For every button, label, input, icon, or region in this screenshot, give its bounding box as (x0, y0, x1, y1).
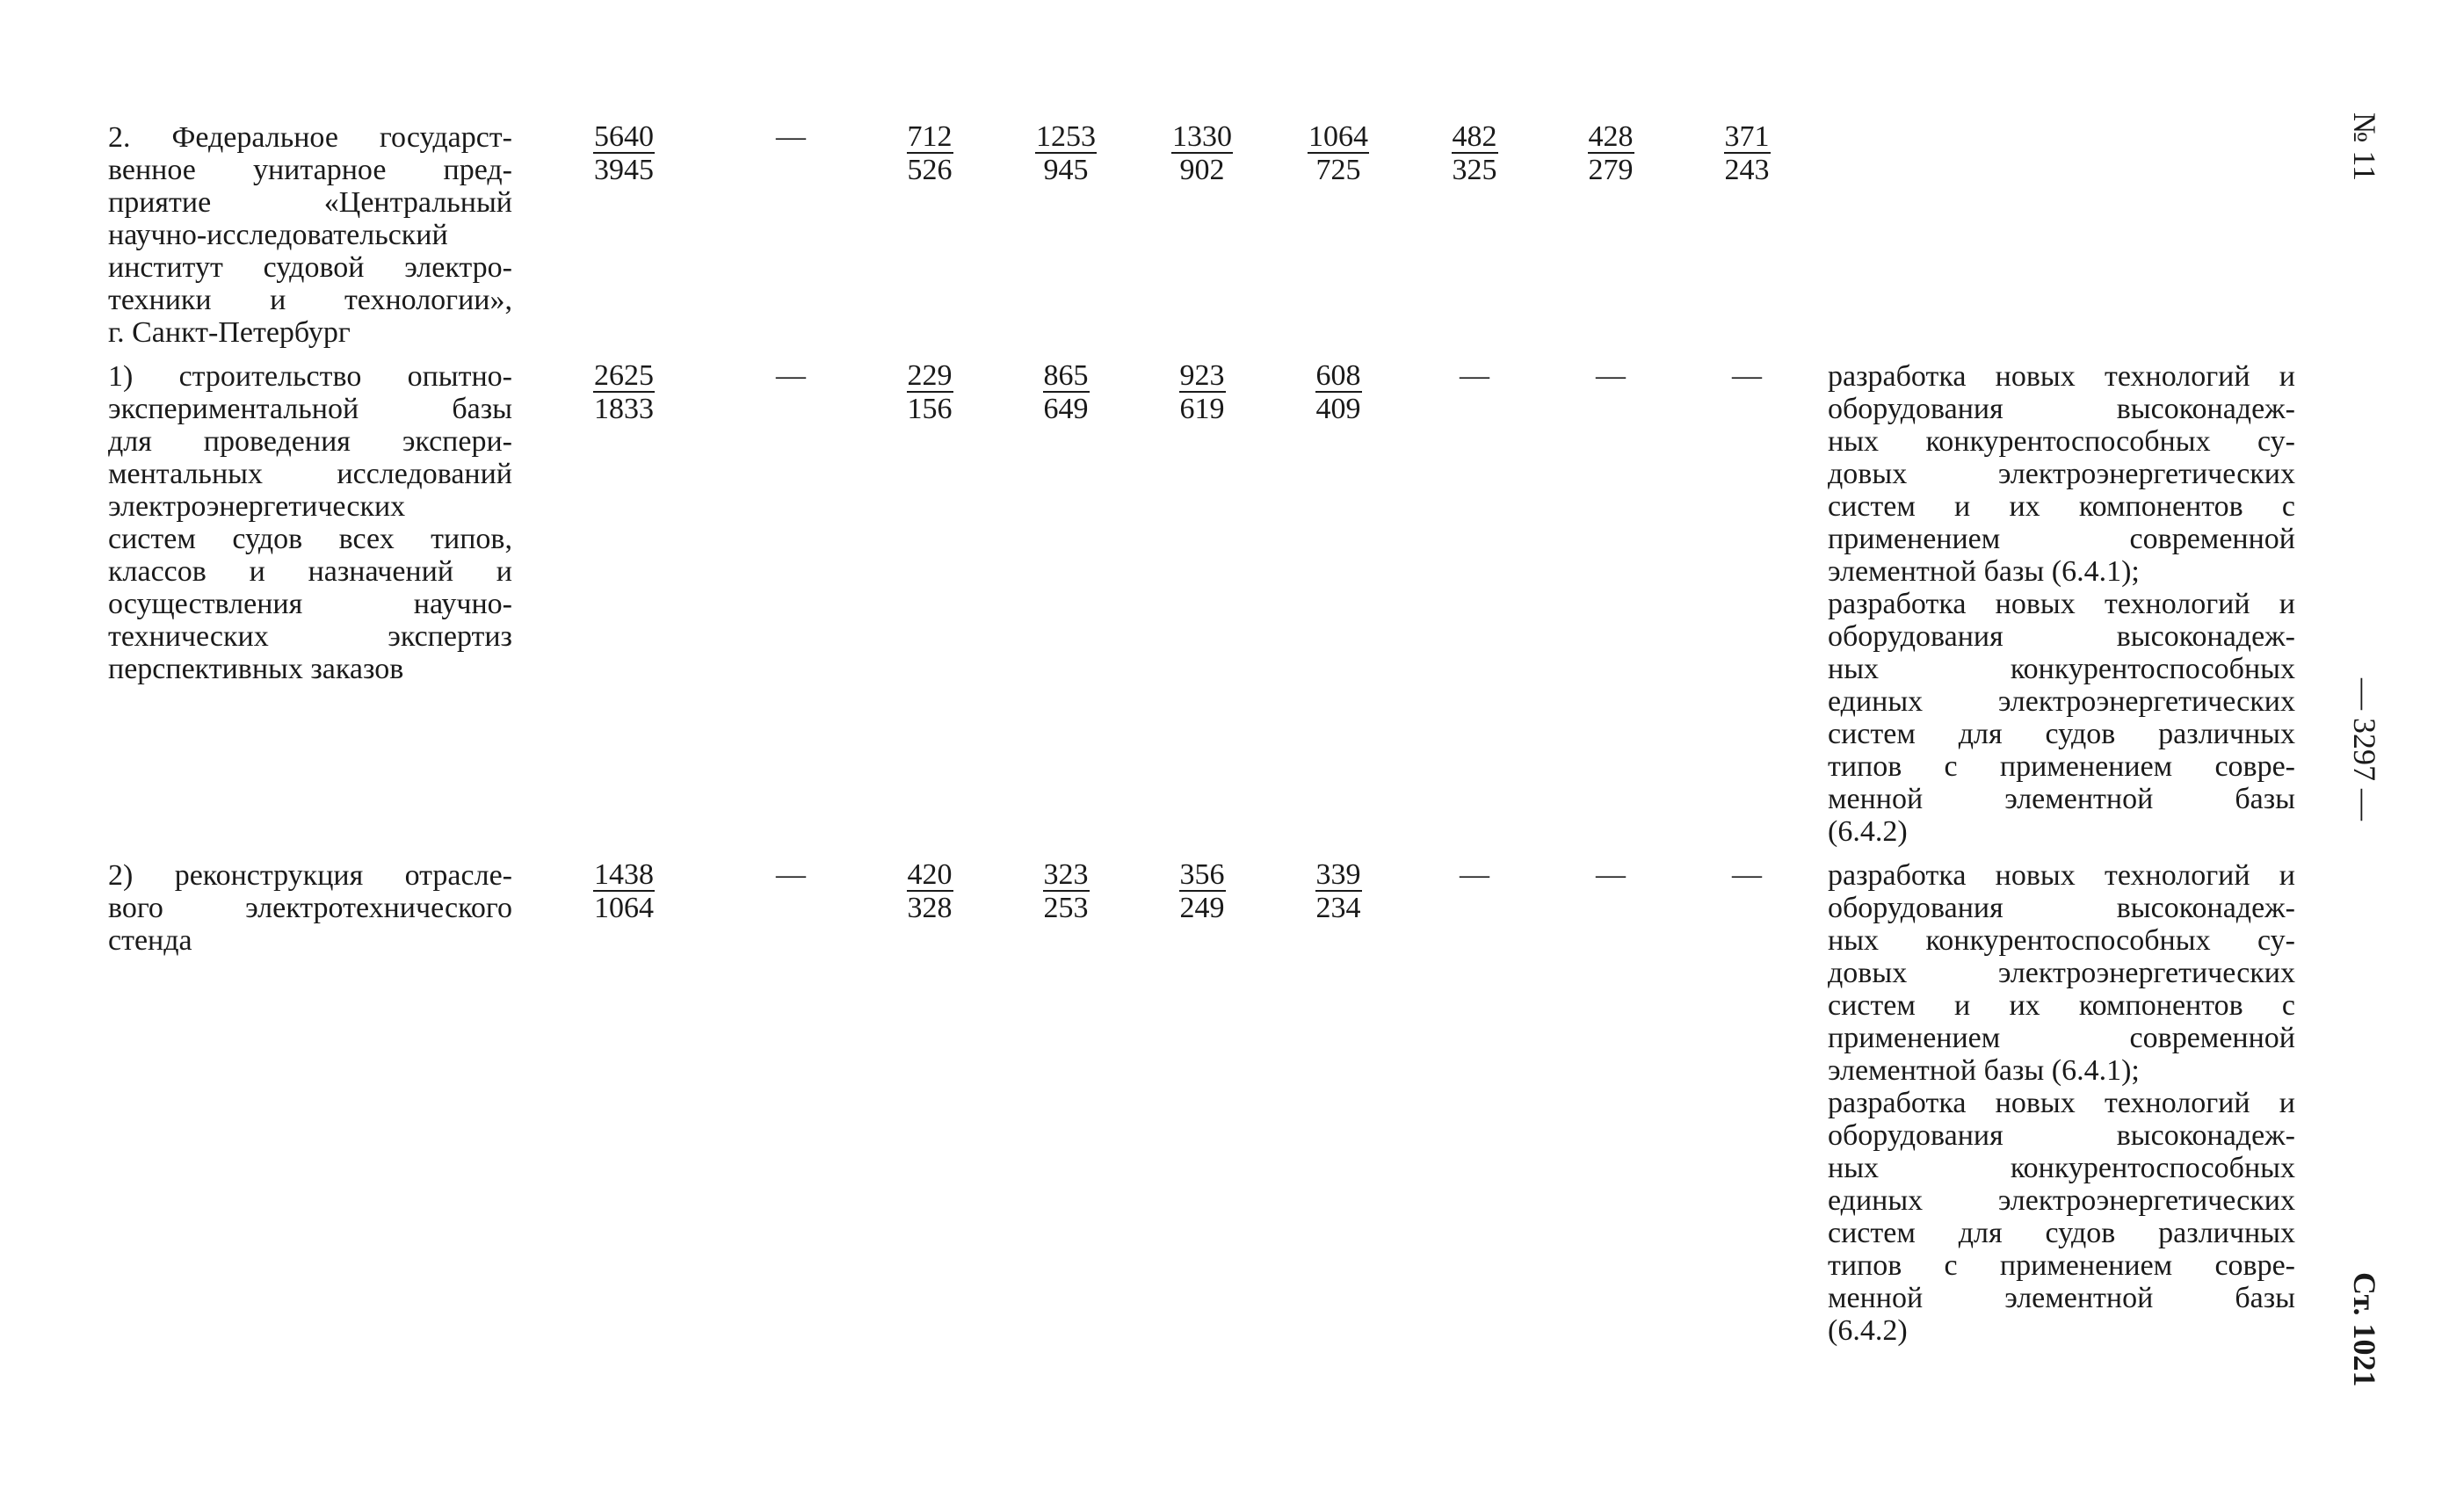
name-line: систем судов всех типов, (108, 523, 512, 555)
desc-line: (6.4.2) (1828, 1314, 1908, 1347)
desc-line: единых электроэнергетических (1828, 685, 2295, 718)
name-line: 2. Федеральное государст- (108, 121, 512, 154)
value-cell (1013, 121, 1119, 187)
value-bottom: 234 (1315, 892, 1361, 924)
value-bottom: 249 (1179, 892, 1225, 924)
value-top: 229 (907, 359, 953, 392)
desc-line: ных конкурентоспособных (1828, 653, 2295, 685)
value-cell (1422, 121, 1527, 187)
value-top: 608 (1315, 359, 1361, 392)
desc-line: разработка новых технологий и (1828, 588, 2295, 620)
value-top: 482 (1452, 120, 1497, 153)
value-bottom: 279 (1588, 154, 1634, 186)
value-top: 1330 (1172, 120, 1232, 153)
value-top: 323 (1043, 858, 1089, 891)
value-cell (571, 360, 677, 426)
name-line: для проведения экспери- (108, 425, 512, 458)
desc-line: довых электроэнергетических (1828, 458, 2295, 490)
desc-line: систем и их компонентов с (1828, 989, 2295, 1022)
value-top: 356 (1179, 858, 1225, 891)
value-top: 865 (1043, 359, 1089, 392)
dash-cell: — (776, 120, 806, 153)
dash-cell: — (1732, 858, 1762, 891)
desc-line: ных конкурентоспособных су- (1828, 425, 2295, 458)
value-bottom: 902 (1179, 154, 1225, 186)
value-top: 371 (1724, 120, 1770, 153)
name-line: стенда (108, 924, 192, 957)
name-line: приятие «Центральный (108, 186, 512, 219)
value-cell (877, 121, 982, 187)
value-top: 420 (907, 858, 953, 891)
value-bottom: 725 (1315, 154, 1361, 186)
name-line: ментальных исследований (108, 458, 512, 490)
value-cell (877, 360, 982, 426)
name-line: венное унитарное пред- (108, 154, 512, 186)
dash-cell: — (1460, 359, 1489, 392)
row-description (1828, 360, 2295, 848)
value-bottom: 1064 (594, 892, 654, 924)
desc-line: применением современной (1828, 1022, 2295, 1054)
desc-line: оборудования высоконадеж- (1828, 1119, 2295, 1152)
name-line: технических экспертиз (108, 620, 512, 653)
value-cell (1286, 360, 1391, 426)
value-bottom: 526 (907, 154, 953, 186)
value-bottom: 156 (907, 393, 953, 425)
desc-line: довых электроэнергетических (1828, 957, 2295, 989)
value-top: 428 (1588, 120, 1634, 153)
value-bottom: 328 (907, 892, 953, 924)
name-line: экспериментальной базы (108, 393, 512, 425)
desc-line: единых электроэнергетических (1828, 1184, 2295, 1217)
value-cell (1149, 360, 1255, 426)
value-bottom: 945 (1043, 154, 1089, 186)
row-description (1828, 859, 2295, 1347)
name-line: классов и назначений и (108, 555, 512, 588)
article-number: Ст. 1021 (2347, 1272, 2382, 1387)
desc-line: разработка новых технологий и (1828, 1087, 2295, 1119)
desc-line: систем для судов различных (1828, 1217, 2295, 1249)
value-cell (1694, 121, 1800, 187)
value-bottom: 253 (1043, 892, 1089, 924)
name-line: институт судовой электро- (108, 251, 512, 284)
value-cell (1558, 121, 1663, 187)
name-line: техники и технологии», (108, 284, 512, 316)
value-cell (1013, 360, 1119, 426)
value-top: 1438 (594, 858, 654, 891)
name-line: 1) строительство опытно- (108, 360, 512, 393)
dash-cell: — (776, 858, 806, 891)
desc-line: оборудования высоконадеж- (1828, 892, 2295, 924)
desc-line: менной элементной базы (1828, 1282, 2295, 1314)
desc-line: систем и их компонентов с (1828, 490, 2295, 523)
name-line: осуществления научно- (108, 588, 512, 620)
dash-cell: — (1596, 858, 1626, 891)
value-top: 923 (1179, 359, 1225, 392)
value-cell (877, 859, 982, 925)
name-line: научно-исследовательский (108, 219, 448, 251)
value-top: 2625 (594, 359, 654, 392)
desc-line: оборудования высоконадеж- (1828, 620, 2295, 653)
desc-line: элементной базы (6.4.1); (1828, 1054, 2140, 1087)
value-top: 1064 (1308, 120, 1368, 153)
value-top: 5640 (594, 120, 654, 153)
desc-line: оборудования высоконадеж- (1828, 393, 2295, 425)
value-bottom: 619 (1179, 393, 1225, 425)
dash-cell: — (1596, 359, 1626, 392)
dash-cell: — (1732, 359, 1762, 392)
value-cell (571, 859, 677, 925)
name-line: г. Санкт-Петербург (108, 316, 351, 349)
value-cell (1149, 859, 1255, 925)
name-line: 2) реконструкция отрасле- (108, 859, 512, 892)
name-line: перспективных заказов (108, 653, 404, 685)
value-cell (1286, 859, 1391, 925)
value-bottom: 1833 (594, 393, 654, 425)
row-name (108, 360, 512, 685)
row-name (108, 859, 512, 957)
desc-line: менной элементной базы (1828, 783, 2295, 815)
desc-line: элементной базы (6.4.1); (1828, 555, 2140, 588)
value-cell (1149, 121, 1255, 187)
value-bottom: 243 (1724, 154, 1770, 186)
value-top: 1253 (1036, 120, 1096, 153)
desc-line: применением современной (1828, 523, 2295, 555)
value-cell (1013, 859, 1119, 925)
value-cell (571, 121, 677, 187)
name-line: электроэнергетических (108, 490, 406, 523)
dash-cell: — (1460, 858, 1489, 891)
value-top: 712 (907, 120, 953, 153)
desc-line: разработка новых технологий и (1828, 859, 2295, 892)
desc-line: ных конкурентоспособных (1828, 1152, 2295, 1184)
value-bottom: 325 (1452, 154, 1497, 186)
desc-line: ных конкурентоспособных су- (1828, 924, 2295, 957)
desc-line: систем для судов различных (1828, 718, 2295, 750)
value-bottom: 649 (1043, 393, 1089, 425)
dash-cell: — (776, 359, 806, 392)
row-name (108, 121, 512, 349)
value-top: 339 (1315, 858, 1361, 891)
desc-line: (6.4.2) (1828, 815, 1908, 848)
desc-line: типов с применением совре- (1828, 750, 2295, 783)
desc-line: типов с применением совре- (1828, 1249, 2295, 1282)
value-bottom: 409 (1315, 393, 1361, 425)
issue-number: № 11 (2347, 112, 2382, 182)
value-bottom: 3945 (594, 154, 654, 186)
page-number: — 3297 — (2347, 678, 2382, 821)
desc-line: разработка новых технологий и (1828, 360, 2295, 393)
value-cell (1286, 121, 1391, 187)
name-line: вого электротехнического (108, 892, 512, 924)
